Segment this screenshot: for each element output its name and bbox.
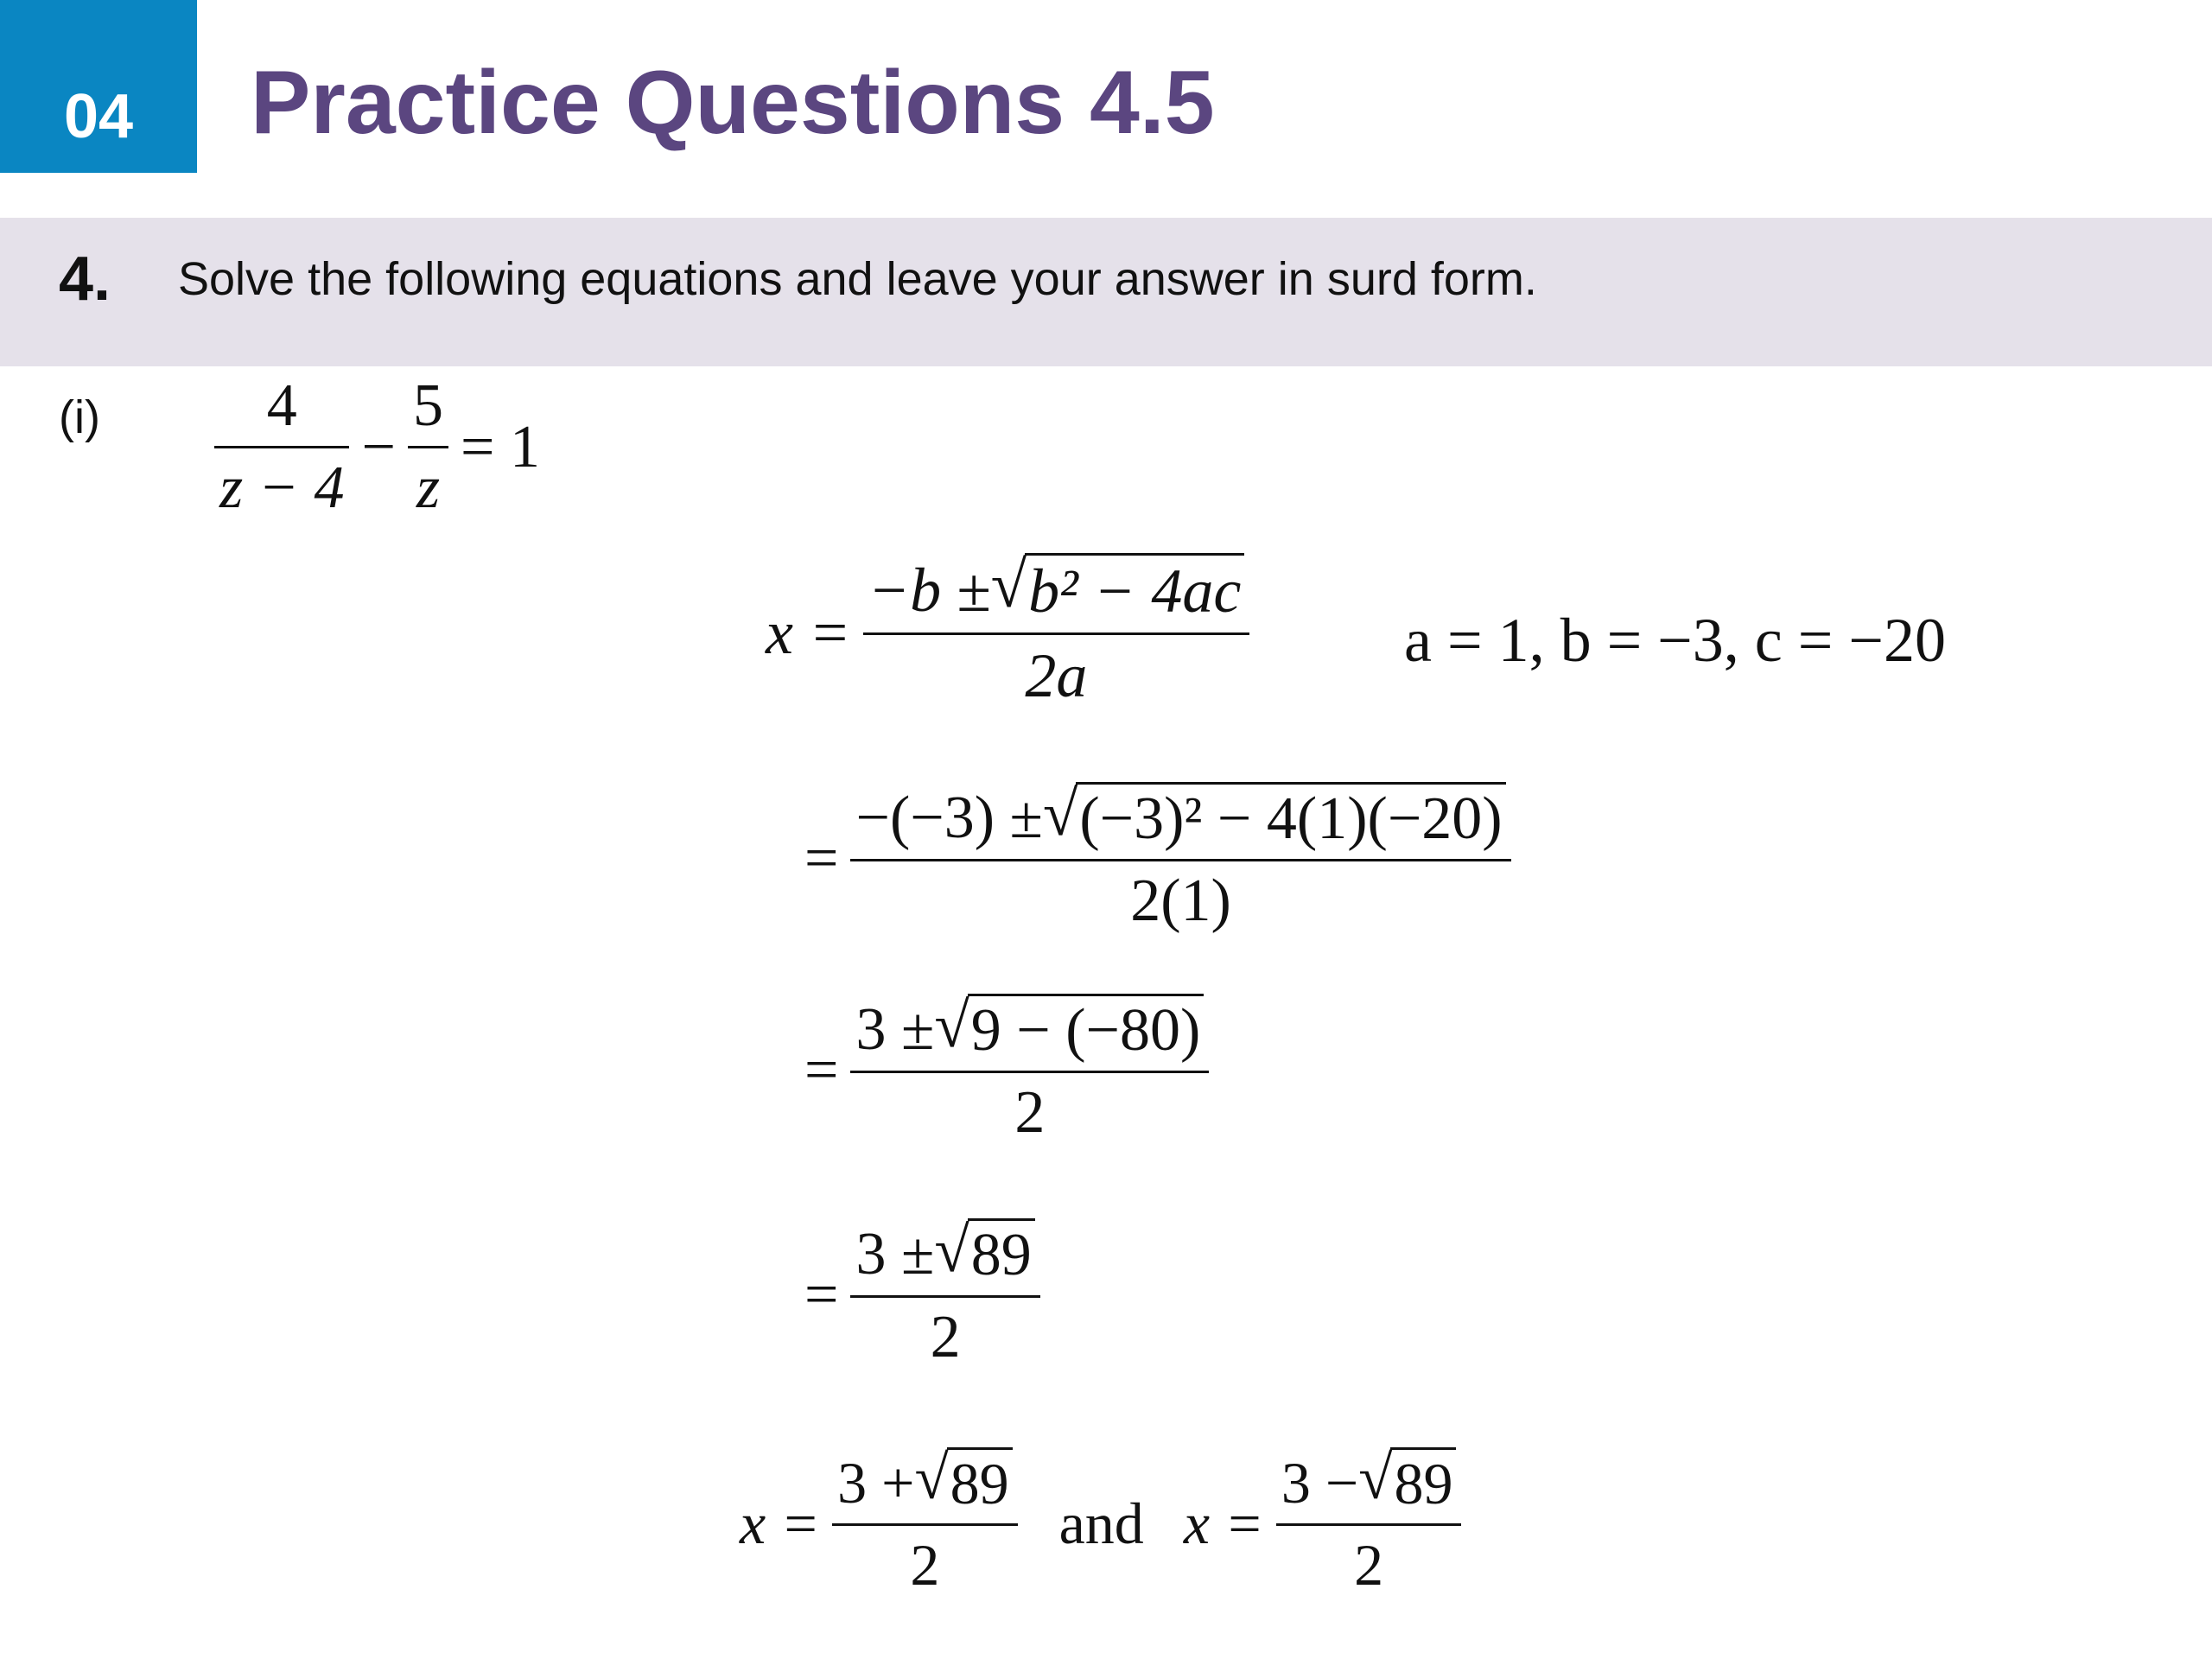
question-prompt: Solve the following equations and leave your answer in surd form. — [178, 253, 1537, 305]
step-simplify: = 3 ± √ 9 − (−80) 2 — [799, 994, 1216, 1147]
coefficients: a = 1, b = −3, c = −20 — [1404, 606, 1946, 675]
answer-plus: 3 + √ 89 2 — [832, 1447, 1018, 1599]
final-answers: x = 3 + √ 89 2 and x = 3 − √ 89 2 — [734, 1447, 1468, 1599]
given-equation: $\frac{4}{z - 4}$ − $\frac{5}{z}$ = 1 — [207, 372, 545, 523]
part-label: (i) — [59, 391, 100, 443]
question-number: 4. — [59, 245, 111, 314]
page-title: Practice Questions 4.5 — [251, 53, 1215, 153]
fraction-4-over-z-minus-4: $\frac{4}{z - 4}$ — [214, 372, 349, 523]
sqrt: √ 89 — [1358, 1447, 1456, 1518]
fraction-5-over-z: $\frac{5}{z}$ — [408, 372, 448, 523]
sqrt: √ 9 − (−80) — [934, 994, 1204, 1065]
step-surd: = 3 ± √ 89 2 — [799, 1218, 1047, 1372]
step-substitution: = −(−3) ± √ (−3)² − 4(1)(−20) 2(1) — [799, 782, 1518, 936]
sqrt: √ 89 — [914, 1447, 1012, 1518]
sqrt: √ (−3)² − 4(1)(−20) — [1043, 782, 1506, 854]
chapter-number-badge — [0, 0, 197, 173]
sqrt: √ 89 — [934, 1218, 1034, 1290]
answer-minus: 3 − √ 89 2 — [1276, 1447, 1462, 1599]
quadratic-formula: x = −b ± √ b² − 4ac 2a — [760, 553, 1256, 712]
chapter-number: 04 — [63, 82, 134, 151]
sqrt: √ b² − 4ac — [991, 553, 1245, 627]
